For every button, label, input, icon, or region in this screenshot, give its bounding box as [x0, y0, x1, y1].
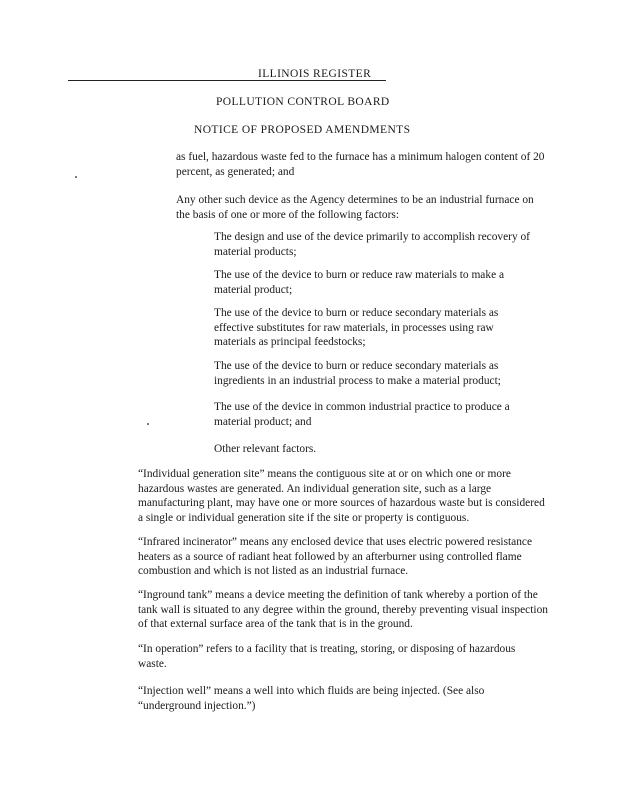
factor-item: Other relevant factors.: [214, 443, 317, 455]
factor-item: The use of the device to burn or reduce secondary materials as effective substitutes for raw materials, in processes using raw materials as principal feedstocks;: [214, 307, 499, 349]
scan-speck: [75, 176, 77, 178]
definition-paragraph: “Injection well” means a well into which fluids are being injected. (See also “underground injection.”): [138, 685, 485, 712]
factor-item: The use of the device to burn or reduce secondary materials as ingredients in an industrial process to make a material product;: [214, 360, 501, 387]
definition-paragraph: “Infrared incinerator” means any enclosed device that uses electric powered resistance heaters as a source of radiant heat followed by an afterburner using controlled flame combustion and which is not listed as an industrial furnace.: [138, 536, 533, 578]
board-title: POLLUTION CONTROL BOARD: [216, 96, 390, 108]
other-device-paragraph: Any other such device as the Agency determines to be an industrial furnace on the basis of one or more of the following factors:: [176, 194, 534, 221]
factor-item: The use of the device to burn or reduce raw materials to make a material product;: [214, 269, 505, 296]
intro-fragment: as fuel, hazardous waste fed to the furnace has a minimum halogen content of 20 percent, as generated; and: [176, 151, 545, 178]
header-rule: [68, 80, 386, 81]
factor-item: The use of the device in common industrial practice to produce a material product; and: [214, 401, 510, 428]
factor-item: The design and use of the device primarily to accomplish recovery of material products;: [214, 231, 530, 258]
register-title: ILLINOIS REGISTER: [258, 68, 372, 80]
scan-speck: [147, 423, 149, 425]
definition-paragraph: “In operation” refers to a facility that is treating, storing, or disposing of hazardous waste.: [138, 643, 516, 670]
notice-title: NOTICE OF PROPOSED AMENDMENTS: [194, 124, 411, 136]
definition-paragraph: “Individual generation site” means the contiguous site at or on which one or more hazardous wastes are generated. An individual generation site, such as a large manufacturing plant, may have one or more sources of hazardous waste but is considered a single or individual generation site if the site or property is contiguous.: [138, 468, 545, 524]
definition-paragraph: “Inground tank” means a device meeting the definition of tank whereby a portion of the tank wall is situated to any degree within the ground, thereby preventing visual inspection of that external surface area of the tank that is in the ground.: [138, 589, 548, 631]
